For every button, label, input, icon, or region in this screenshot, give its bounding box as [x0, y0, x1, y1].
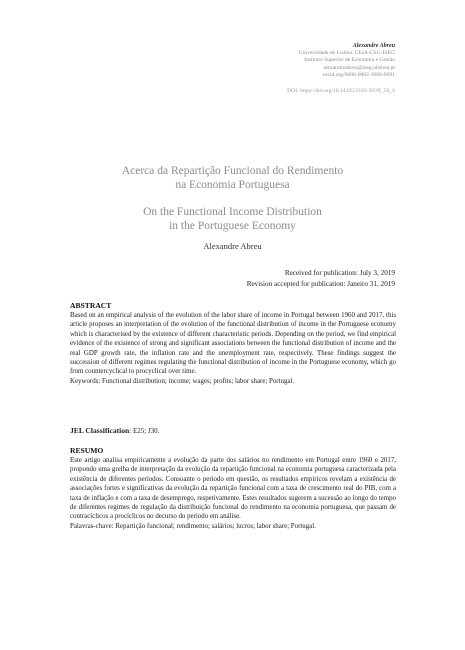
abstract-text: Based on an empirical analysis of the evolution of the labor share of income in Portugal between 1960 and 2017, this article proposes an interpretation of the evolution of the functional distribution of income in the Portuguese economy which is characterised by the existence of different characteristic periods. Depending on the period, we find empirical evidence of the existence of strong and significant associations between the functional distribution of income and the real GDP growth rate, the inflation rate and the unemployment rate, respectively. These findings suggest the succession of different regimes regulating the functional distribution of income in the Portuguese economy, which go from countercyclical to procyclical over time. — [70, 312, 396, 376]
title-line: na Economia Portuguesa — [175, 179, 290, 191]
affiliation-line: Instituto Superior de Economia e Gestão — [304, 57, 395, 64]
affiliation-line: Universidade de Lisboa. CEsA-CSG-ISEG — [298, 50, 395, 57]
title-line: On the Functional Income Distribution — [143, 206, 322, 218]
received-date: Received for publication: July 3, 2019 — [284, 269, 395, 277]
title-line: Acerca da Repartição Funcional do Rendimento — [121, 165, 344, 177]
author-affiliation-block — [195, 43, 395, 79]
title-portuguese — [70, 164, 395, 192]
resumo-heading: RESUMO — [70, 446, 104, 455]
publication-dates — [145, 268, 395, 290]
abstract-section — [70, 301, 396, 386]
jel-label: JEL Classification — [70, 426, 130, 435]
author-name: Alexandre Abreu — [352, 43, 395, 49]
author-orcid[interactable]: orcid.org/0000-0002-3606-9691 — [322, 71, 395, 78]
doi-link[interactable]: DOI: https://doi.org/10.14195/2183-203X_50_6 — [287, 88, 395, 94]
resumo-section — [70, 446, 396, 531]
abstract-keywords: Keywords: Functional distribution; income; wages; profits; labor share; Portugal. — [70, 377, 295, 385]
byline: Alexandre Abreu — [203, 241, 262, 251]
title-english — [70, 205, 395, 233]
resumo-text: Este artigo analisa empiricamente a evolução da parte dos salários no rendimento em Portugal entre 1960 e 2017, propondo uma grelha de interpretação da evolução da repartição funcional na economia portuguesa caracterizada pela existência de diferentes períodos. Consoante o período em questão, os resultados empíricos revelam a existência de associações fortes e significativas da evolução da repartição funcional com a taxa de crescimento real do PIB, com a taxa de inflação e com a taxa de desemprego, respetivamente. Estes resultados sugerem a sucessão ao longo do tempo de diferentes regimes de regulação da distribuição funcional do rendimento na economia portuguesa, que passam de contracíclicos a procíclicos no decurso do período em análise. — [70, 457, 396, 521]
jel-codes: : E25; J30. — [129, 427, 160, 435]
title-line: in the Portuguese Economy — [169, 220, 296, 232]
abstract-heading: ABSTRACT — [70, 301, 112, 310]
jel-classification — [70, 426, 396, 435]
author-email[interactable]: alexandreabreu@iseg.ulisboa.pt — [323, 64, 395, 71]
resumo-keywords: Palavras-chave: Repartição funcional; rendimento; salários; lucros; labor share; Portugal. — [70, 522, 316, 530]
revision-date: Revision accepted for publication: Janeiro 31, 2019 — [246, 280, 395, 288]
